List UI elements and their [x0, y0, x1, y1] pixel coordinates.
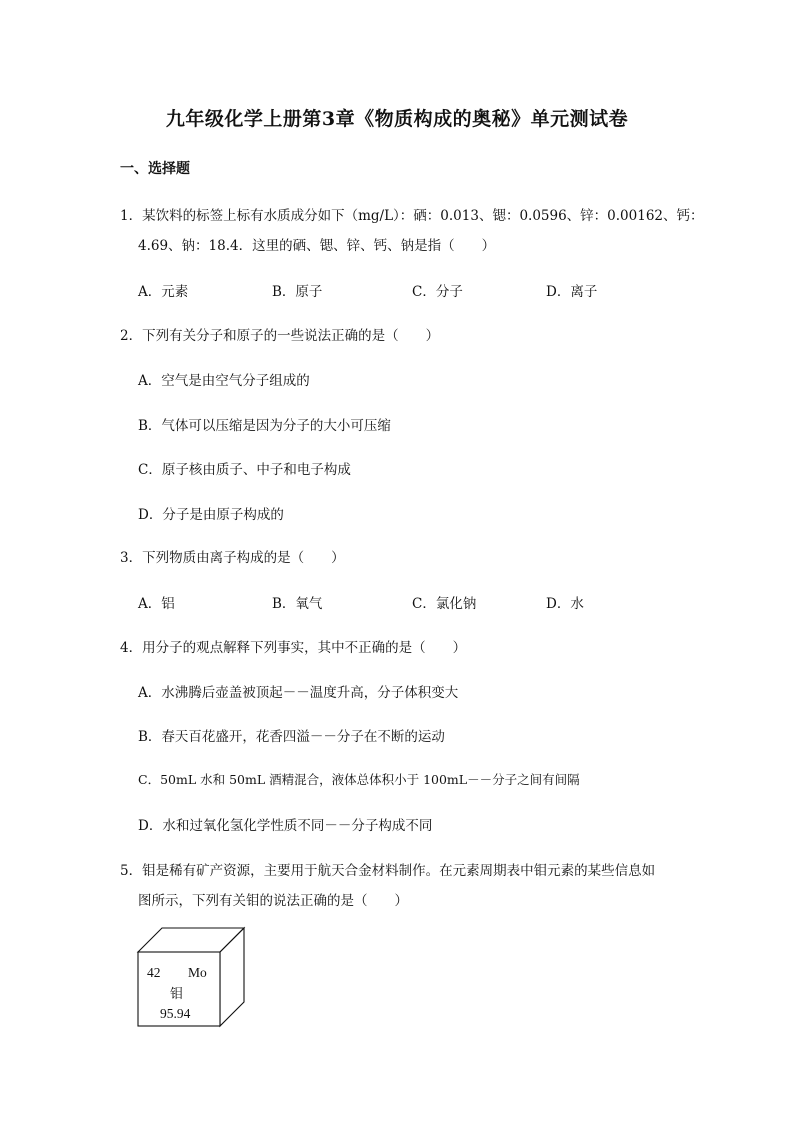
element-symbol: Mo	[188, 965, 207, 980]
q1-option-d: D．离子	[546, 284, 598, 300]
q4-option-b: B．春天百花盛开，花香四溢－－分子在不断的运动	[138, 729, 445, 745]
q2-option-b: B．气体可以压缩是因为分子的大小可压缩	[138, 418, 391, 434]
q4-option-c: C．50mL 水和 50mL 酒精混合，液体总体积小于 100mL－－分子之间有间隔	[138, 772, 580, 787]
q1-option-c: C．分子	[412, 284, 463, 300]
page-title: 九年级化学上册第3章《物质构成的奥秘》单元测试卷	[165, 108, 629, 130]
q4-option-d: D．水和过氧化氢化学性质不同－－分子构成不同	[138, 818, 433, 834]
q2-stem: 2．下列有关分子和原子的一些说法正确的是（ ）	[120, 328, 440, 344]
element-cell-figure	[130, 926, 250, 1030]
q3-option-d: D．水	[546, 596, 584, 612]
q4-stem: 4．用分子的观点解释下列事实，其中不正确的是（ ）	[120, 640, 467, 656]
q1-stem-line2: 4.69、钠：18.4．这里的硒、锶、锌、钙、钠是指（ ）	[138, 238, 496, 254]
q4-option-a: A．水沸腾后壶盖被顶起－－温度升高，分子体积变大	[138, 685, 459, 701]
element-atomic-mass: 95.94	[160, 1006, 191, 1021]
element-atomic-number: 42	[147, 965, 161, 980]
q1-stem-line1: 1．某饮料的标签上标有水质成分如下（mg/L）：硒：0.013、锶：0.0596、锌：0.00162、钙：	[120, 208, 704, 224]
element-name: 钼	[170, 987, 184, 1002]
box-side-face	[220, 928, 244, 1026]
q3-stem: 3．下列物质由离子构成的是（ ）	[120, 550, 345, 566]
q3-option-a: A．铝	[138, 596, 175, 612]
q2-option-a: A．空气是由空气分子组成的	[138, 373, 310, 389]
q1-option-b: B．原子	[272, 284, 323, 300]
q1-option-a: A．元素	[138, 284, 189, 300]
q2-option-c: C．原子核由质子、中子和电子构成	[138, 462, 351, 478]
q3-options	[138, 592, 584, 612]
q5-stem-line1: 5．钼是稀有矿产资源，主要用于航天合金材料制作。在元素周期表中钼元素的某些信息如	[120, 863, 656, 879]
q2-option-d: D．分子是由原子构成的	[138, 507, 284, 523]
q3-option-c: C．氯化钠	[412, 596, 477, 612]
q3-option-b: B．氧气	[272, 596, 323, 612]
q1-options	[138, 280, 597, 300]
q5-stem-line2: 图所示，下列有关钼的说法正确的是（ ）	[138, 893, 408, 909]
section-heading: 一、选择题	[120, 161, 190, 177]
box-top-face	[138, 928, 244, 952]
